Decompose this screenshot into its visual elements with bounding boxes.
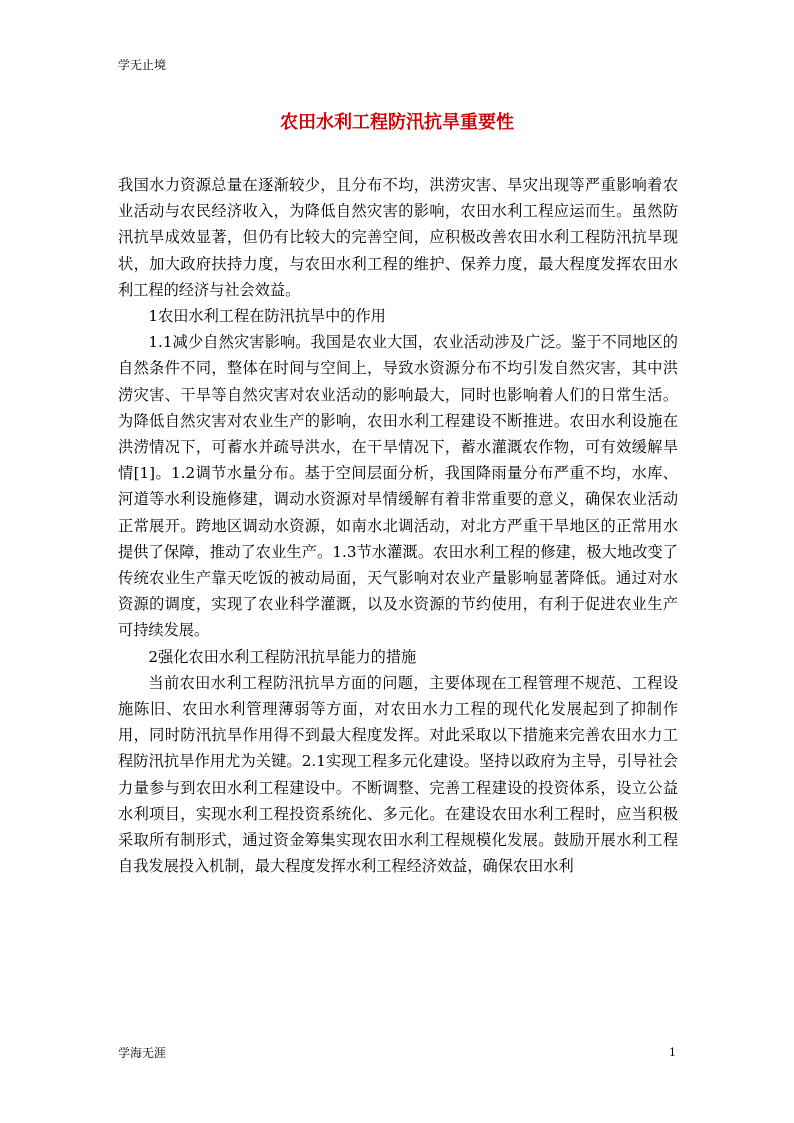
paragraph-intro: 我国水力资源总量在逐渐较少，且分布不均，洪涝灾害、旱灾出现等严重影响着农业活动与农民经济收入，为降低自然灾害的影响，农田水利工程应运而生。虽然防汛抗旱成效显著，但仍有比较大的完善空间，应积极改善农田水利工程防汛抗旱现状，加大政府扶持力度，与农田水利工程的维护、保养力度，最大程度发挥农田水利工程的经济与社会效益。 <box>118 176 678 299</box>
document-title: 农田水利工程防汛抗旱重要性 <box>280 112 514 133</box>
page-header: 学无止境 <box>118 58 167 72</box>
page-footer: 学海无涯 <box>118 1046 167 1060</box>
page-number: 1 <box>669 1046 676 1059</box>
document-body <box>118 172 678 879</box>
section-heading-1: 1农田水利工程在防汛抗旱中的作用 <box>148 307 386 326</box>
paragraph-section-2: 当前农田水利工程防汛抗旱方面的问题，主要体现在工程管理不规范、工程设施陈旧、农田水利管理薄弱等方面，对农田水力工程的现代化发展起到了抑制作用，同时防汛抗旱作用得不到最大程度发挥。对此采取以下措施来完善农田水力工程防汛抗旱作用尤为关键。2.1实现工程多元化建设。坚持以政府为主导，引导社会力量参与到农田水利工程建设中。不断调整、完善工程建设的投资体系，设立公益水利项目，实现水利工程投资系统化、多元化。在建设农田水利工程时，应当积极采取所有制形式，通过资金筹集实现农田水利工程规模化发展。鼓励开展水利工程自我发展投入机制，最大程度发挥水利工程经济效益，确保农田水利 <box>118 673 678 876</box>
section-heading-2: 2强化农田水利工程防汛抗旱能力的措施 <box>148 647 417 666</box>
paragraph-section-1: 1.1减少自然灾害影响。我国是农业大国，农业活动涉及广泛。鉴于不同地区的自然条件不同，整体在时间与空间上，导致水资源分布不均引发自然灾害，其中洪涝灾害、干旱等自然灾害对农业活动的影响最大，同时也影响着人们的日常生活。为降低自然灾害对农业生产的影响，农田水利工程建设不断推进。农田水利设施在洪涝情况下，可蓄水并疏导洪水，在干旱情况下，蓄水灌溉农作物，可有效缓解旱情[1]。1.2调节水量分布。基于空间层面分析，我国降雨量分布严重不均，水库、河道等水利设施修建，调动水资源对旱情缓解有着非常重要的意义，确保农业活动正常展开。跨地区调动水资源，如南水北调活动，对北方严重干旱地区的正常用水提供了保障，推动了农业生产。1.3节水灌溉。农田水利工程的修建，极大地改变了传统农业生产靠天吃饭的被动局面，天气影响对农业产量影响显著降低。通过对水资源的调度，实现了农业科学灌溉，以及水资源的节约使用，有利于促进农业生产可持续发展。 <box>118 333 678 640</box>
